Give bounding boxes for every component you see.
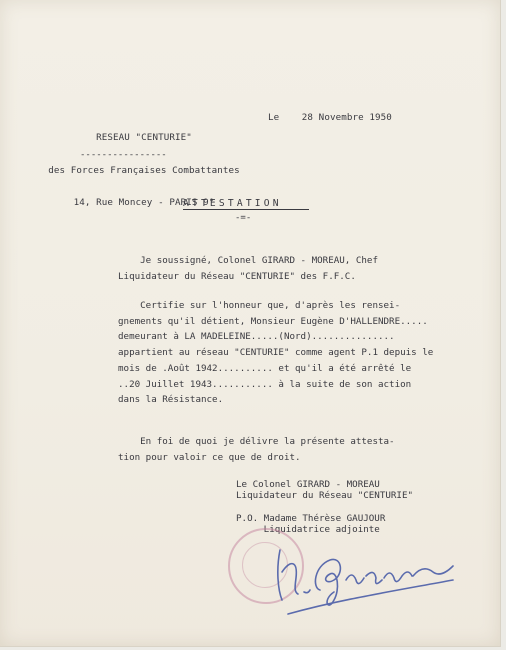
text-line: En foi de quoi je délivre la présente attesta-: [118, 436, 395, 447]
org-line-name: RESEAU "CENTURIE": [96, 132, 192, 143]
text-line: mois de .Août 1942.......... et qu'il a été arrêté le: [118, 362, 412, 374]
header-underline: ----------------: [80, 150, 167, 160]
text-line: Liquidateur du Réseau "CENTURIE" des F.F.C.: [118, 270, 356, 282]
title-underline: [183, 209, 309, 210]
text-line: Certifie sur l'honneur que, d'après les rensei-: [118, 300, 401, 311]
text-line: tion pour valoir ce que de droit.: [118, 451, 301, 463]
handwritten-signature: [268, 530, 463, 620]
text-line: appartient au réseau "CENTURIE" comme agent P.1 depuis le: [118, 347, 434, 359]
paragraph-declaration: [118, 253, 378, 284]
text-line: gnements qu'il détient, Monsieur Eugène D'HALLENDRE.....: [118, 315, 428, 327]
title-mark: -=-: [235, 213, 252, 223]
signatory-title: Liquidateur du Réseau "CENTURIE": [236, 490, 414, 502]
org-line-address: 14, Rue Moncey - PARIS 9°: [73, 197, 215, 208]
document-date: Le 28 Novembre 1950: [268, 112, 392, 123]
document-title: ATTESTATION: [183, 198, 282, 209]
paragraph-certification: [118, 298, 433, 408]
proxy-name: P.O. Madame Thérèse GAUJOUR: [236, 513, 386, 524]
text-line: ..20 Juillet 1943........... à la suite de son action: [118, 378, 412, 390]
paragraph-closing: [118, 434, 395, 465]
org-line-forces: des Forces Françaises Combattantes: [48, 164, 240, 176]
organization-header: [44, 110, 244, 230]
signatory-name: Le Colonel GIRARD - MOREAU: [236, 479, 380, 490]
text-line: demeurant à LA MADELEINE.....(Nord)...............: [118, 331, 395, 343]
text-line: Je soussigné, Colonel GIRARD - MOREAU, Chef: [118, 255, 378, 266]
proxy-title: Liquidatrice adjointe: [236, 524, 380, 536]
signatory-block: [236, 479, 413, 501]
text-line: dans la Résistance.: [118, 394, 224, 406]
